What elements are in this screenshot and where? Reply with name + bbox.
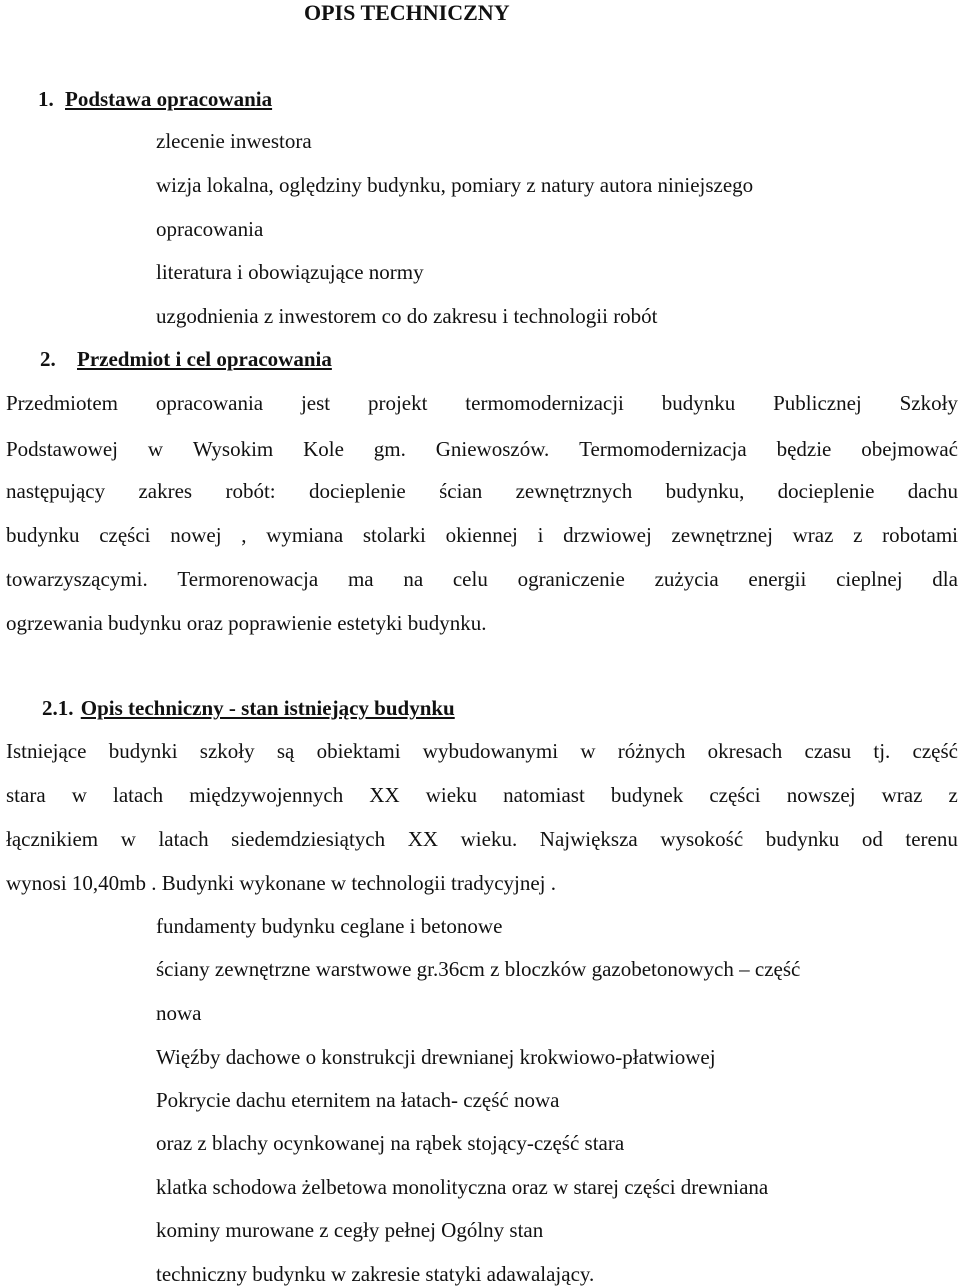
word: docieplenie (777, 479, 875, 503)
word: nowszej (786, 783, 856, 807)
word: Wysokim (192, 437, 274, 461)
word: towarzyszącymi. (6, 567, 148, 591)
construction-item: Pokrycie dachu eternitem na łatach- część nowa (156, 1088, 560, 1112)
word: budynku, (665, 479, 745, 503)
word: z (853, 523, 863, 547)
word: i (537, 523, 544, 547)
section-2-title: Przedmiot i cel opracowania (77, 347, 332, 371)
word: dla (932, 567, 958, 591)
construction-item: fundamenty budynku ceglane i betonowe (156, 914, 503, 938)
word: wraz (792, 523, 834, 547)
document-title: OPIS TECHNICZNY (304, 0, 510, 25)
word: Publicznej (773, 391, 862, 415)
construction-item: kominy murowane z cegły pełnej Ogólny stan (156, 1218, 544, 1242)
word: cieplnej (836, 567, 903, 591)
section-1-number: 1. (38, 87, 54, 111)
word: części (99, 523, 151, 547)
section-2-1-paragraph-line (6, 826, 958, 852)
word: część (912, 739, 958, 763)
section-1-heading (38, 86, 272, 112)
word: wymiana (266, 523, 344, 547)
section-2-number: 2. (40, 347, 56, 371)
word: tj. (873, 739, 891, 763)
section-2-paragraph-line (6, 436, 958, 462)
section-2-1-paragraph-line (6, 738, 958, 764)
word: wieku. (460, 827, 518, 851)
word: latach (113, 783, 164, 807)
section-1-item: wizja lokalna, oględziny budynku, pomiary z natury autora niniejszego (156, 173, 754, 197)
word: Gniewoszów. (435, 437, 550, 461)
word: obejmować (861, 437, 958, 461)
word: termomodernizacji (465, 391, 624, 415)
word: ograniczenie (517, 567, 625, 591)
word: międzywojennych (189, 783, 344, 807)
word: , (241, 523, 247, 547)
word: budynku (765, 827, 840, 851)
word: ścian (439, 479, 483, 503)
word: budynku (6, 523, 80, 547)
word: szkoły (199, 739, 255, 763)
word: zewnętrznych (515, 479, 633, 503)
word: okiennej (445, 523, 518, 547)
word: robót: (225, 479, 276, 503)
word: różnych (617, 739, 686, 763)
word: wybudowanymi (422, 739, 559, 763)
word: budynki (108, 739, 178, 763)
section-2-heading (40, 346, 332, 372)
word: Istniejące (6, 739, 87, 763)
word: terenu (905, 827, 958, 851)
construction-item: klatka schodowa żelbetowa monolityczna oraz w starej części drewniana (156, 1175, 769, 1199)
word: w (580, 739, 596, 763)
section-1-item: literatura i obowiązujące normy (156, 260, 424, 284)
section-1-title: Podstawa opracowania (65, 87, 273, 111)
word: stara (6, 783, 46, 807)
word: wieku (425, 783, 478, 807)
word: natomiast (503, 783, 585, 807)
word: będzie (776, 437, 832, 461)
word: wraz (881, 783, 923, 807)
word: Termomodernizacja (579, 437, 747, 461)
word: części (709, 783, 761, 807)
section-2-paragraph-line (6, 478, 958, 504)
word: XX (369, 783, 400, 807)
word: obiektami (316, 739, 401, 763)
word: Szkoły (899, 391, 958, 415)
word: drzwiowej (563, 523, 652, 547)
section-2-1-title: Opis techniczny - stan istniejący budynku (80, 696, 455, 720)
word: Kole (303, 437, 344, 461)
word: budynku (661, 391, 736, 415)
word: jest (300, 391, 331, 415)
section-1-item: opracowania (156, 217, 264, 241)
section-2-paragraph-line (6, 390, 958, 416)
word: projekt (367, 391, 428, 415)
construction-item: ściany zewnętrzne warstwowe gr.36cm z bloczków gazobetonowych – część (156, 957, 801, 981)
word: w (120, 827, 136, 851)
word: Przedmiotem (6, 391, 118, 415)
word: docieplenie (308, 479, 406, 503)
word: Największa (539, 827, 638, 851)
word: w (71, 783, 87, 807)
word: XX (407, 827, 439, 851)
word: budynek (610, 783, 684, 807)
construction-item: techniczny budynku w zakresie statyki adawalający. (156, 1262, 595, 1286)
section-2-1-number: 2.1. (42, 696, 74, 720)
word: energii (748, 567, 807, 591)
word: nowej (170, 523, 222, 547)
section-1-item: zlecenie inwestora (156, 129, 312, 153)
construction-item: oraz z blachy ocynkowanej na rąbek stojący-część stara (156, 1131, 625, 1155)
construction-item: Więźby dachowe o konstrukcji drewnianej krokwiowo-płatwiowej (156, 1045, 716, 1069)
word: w (147, 437, 164, 461)
section-2-1-paragraph-line (6, 782, 958, 808)
section-2-paragraph-line: ogrzewania budynku oraz poprawienie estetyki budynku. (6, 611, 487, 635)
word: zakres (138, 479, 193, 503)
word: okresach (707, 739, 783, 763)
word: latach (158, 827, 209, 851)
section-1-item: uzgodnienia z inwestorem co do zakresu i technologii robót (156, 304, 658, 328)
construction-item: nowa (156, 1001, 202, 1025)
word: zewnętrznej (671, 523, 773, 547)
word: łącznikiem (6, 827, 99, 851)
word: dachu (907, 479, 958, 503)
word: wysokość (660, 827, 744, 851)
section-2-1-heading (42, 695, 455, 721)
word: od (861, 827, 883, 851)
section-2-paragraph-line (6, 522, 958, 548)
word: gm. (373, 437, 406, 461)
word: Termorenowacja (177, 567, 319, 591)
word: ma (347, 567, 374, 591)
word: czasu (804, 739, 852, 763)
word: Podstawowej (6, 437, 118, 461)
word: celu (452, 567, 488, 591)
word: robotami (882, 523, 958, 547)
word: na (403, 567, 424, 591)
word: z (948, 783, 958, 807)
word: opracowania (155, 391, 264, 415)
word: zużycia (654, 567, 719, 591)
word: stolarki (362, 523, 426, 547)
word: są (276, 739, 295, 763)
word: siedemdziesiątych (231, 827, 386, 851)
section-2-1-paragraph-line: wynosi 10,40mb . Budynki wykonane w technologii tradycyjnej . (6, 871, 557, 895)
word: następujący (6, 479, 106, 503)
section-2-paragraph-line (6, 566, 958, 592)
